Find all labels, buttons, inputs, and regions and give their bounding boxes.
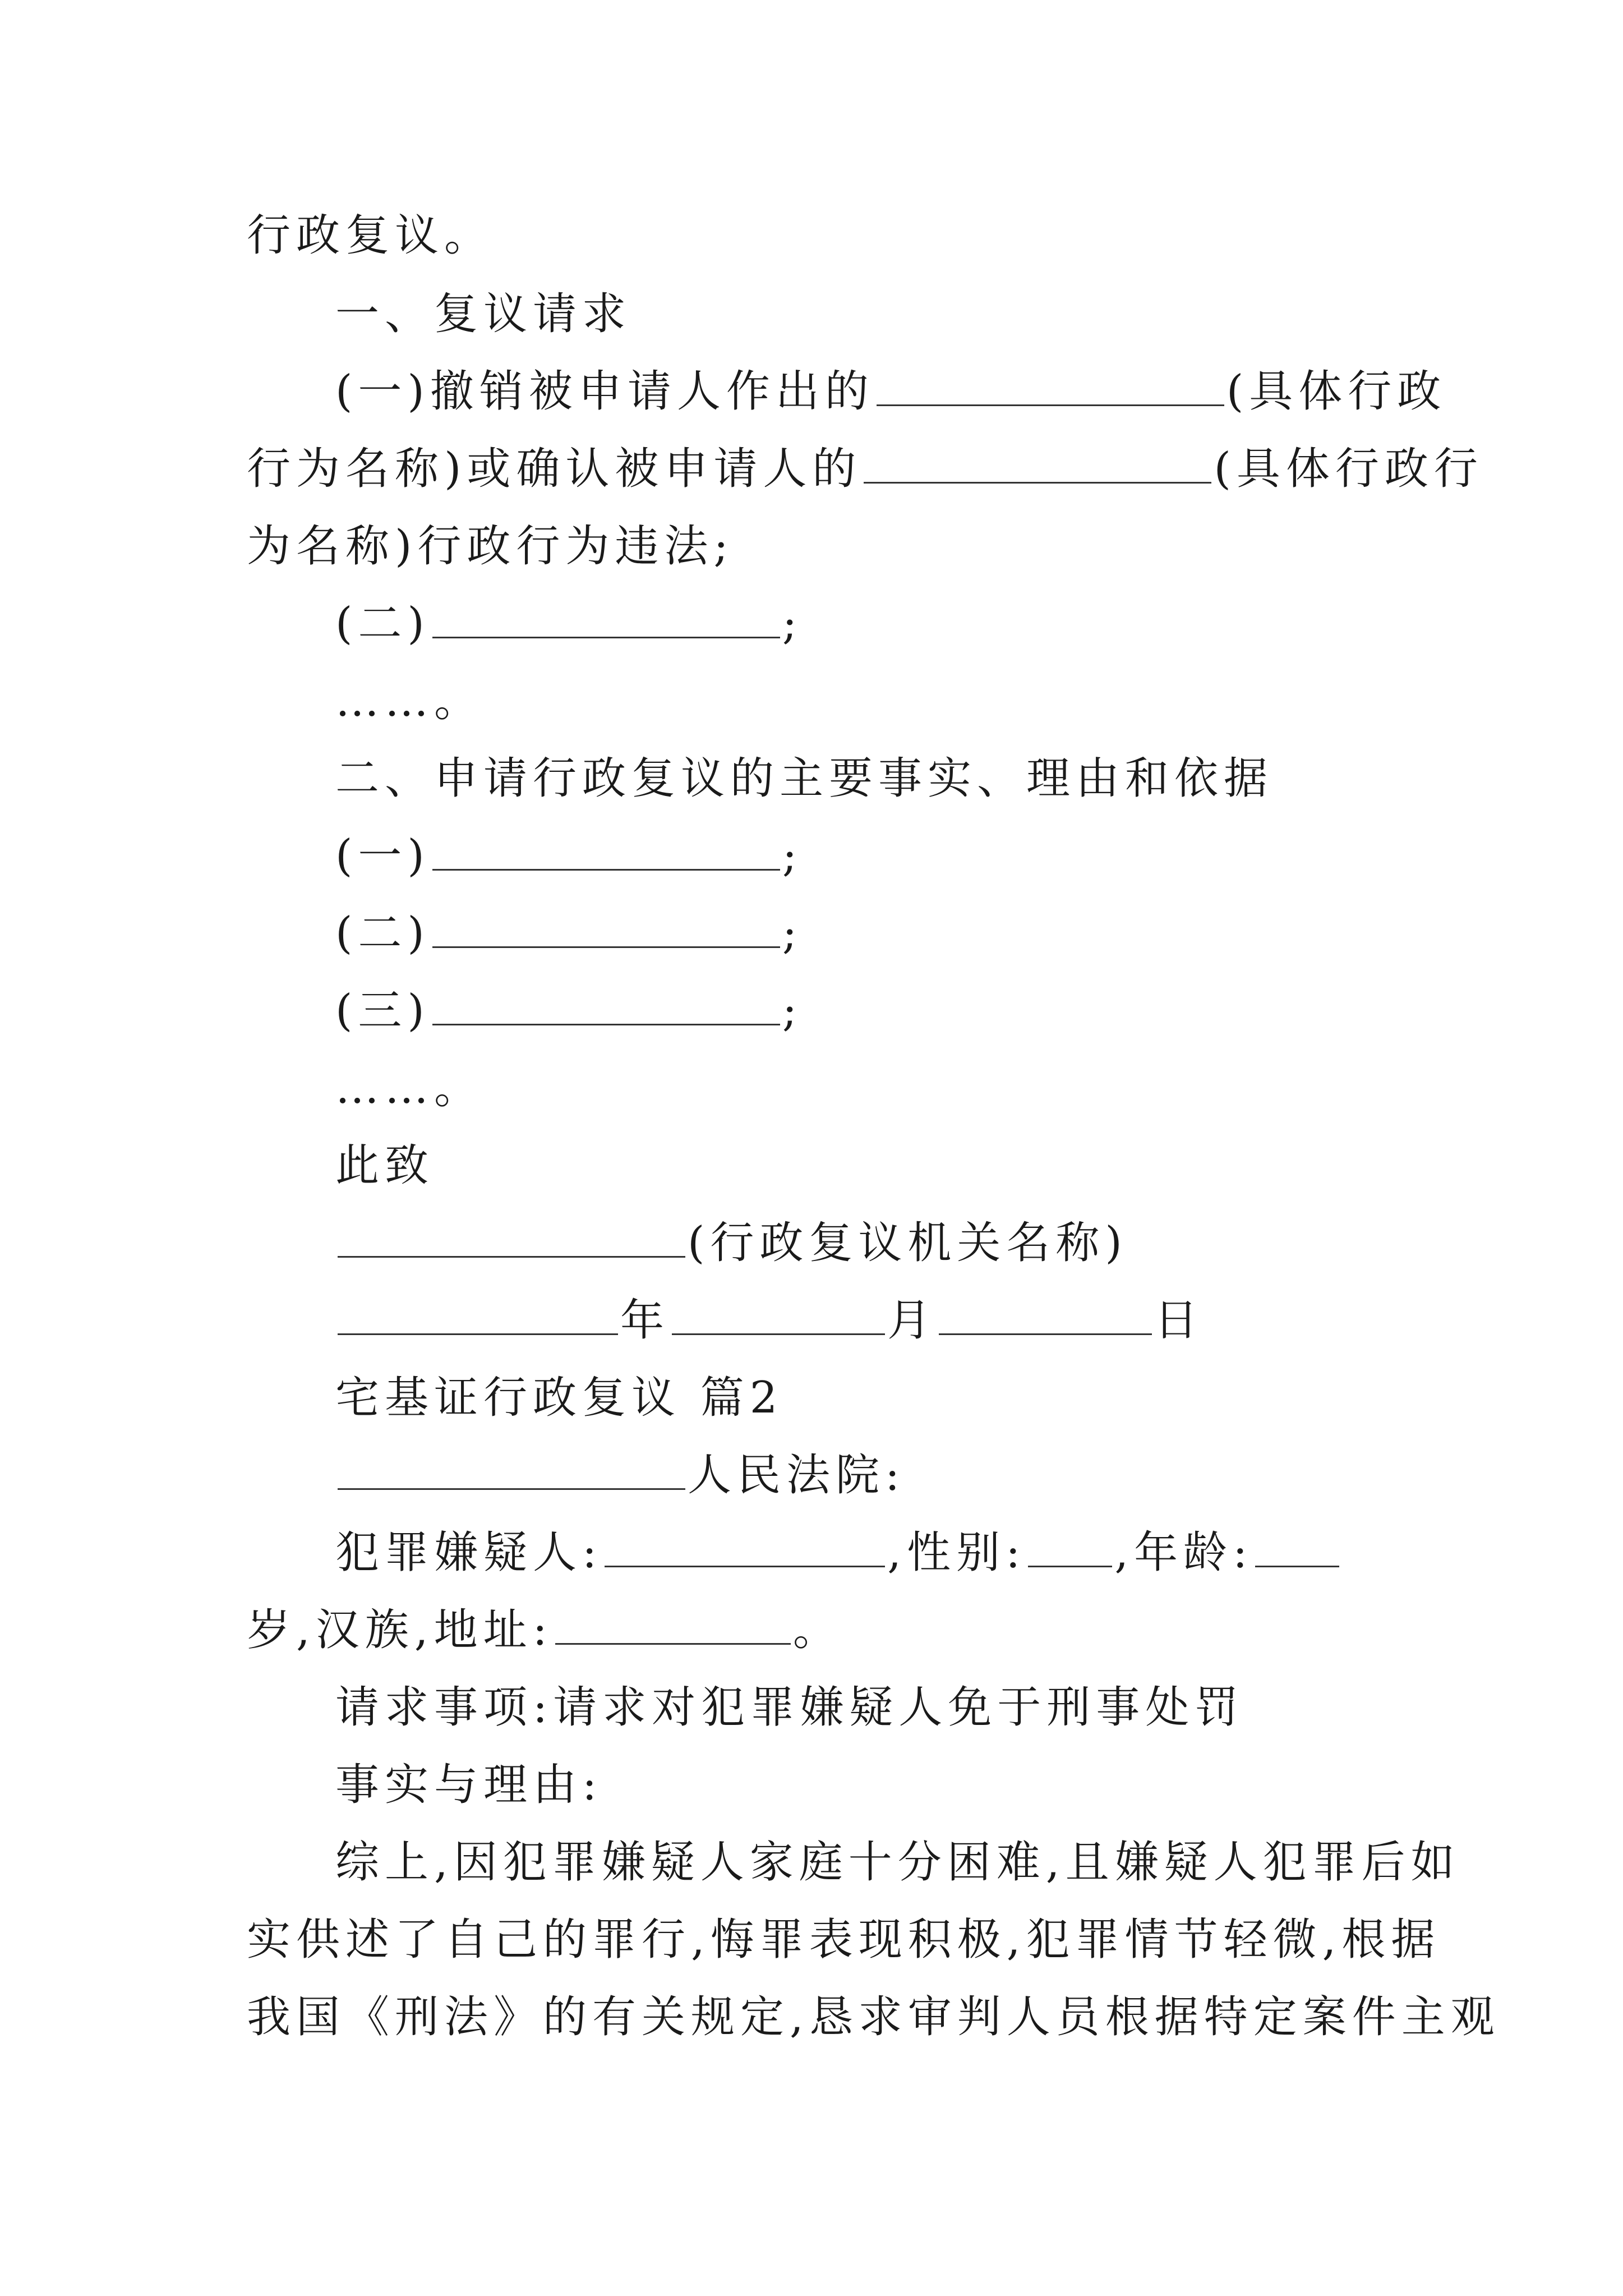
fill-in-blank[interactable] <box>432 983 780 1025</box>
fill-in-blank[interactable] <box>864 441 1211 484</box>
line-text: 岁,汉族,地址: <box>247 1605 553 1655</box>
ellipsis-line <box>335 1060 483 1116</box>
line-text: 月 <box>887 1295 937 1346</box>
line-text: (具体行政行 <box>1214 444 1483 494</box>
ellipsis-line <box>335 673 483 729</box>
fill-in-blank[interactable] <box>338 1216 685 1258</box>
line-text: (三) <box>335 986 430 1036</box>
request-item-1 <box>335 364 1446 420</box>
section-heading-requests <box>335 286 631 342</box>
line-text: (具体行政 <box>1226 366 1447 417</box>
fact-item-1 <box>335 828 803 884</box>
line-text: 综上,因犯罪嫌疑人家庭十分困难,且嫌疑人犯罪后如 <box>335 1837 1460 1888</box>
line-text: 事实与理由: <box>335 1760 603 1810</box>
gender-blank[interactable] <box>1028 1525 1112 1567</box>
age-blank[interactable] <box>1255 1525 1339 1567</box>
text-line <box>247 441 1483 497</box>
line-text: 二、申请行政复议的主要事实、理由和依据 <box>335 753 1274 804</box>
line-text: 行为名称)或确认被申请人的 <box>247 444 862 494</box>
body-paragraph-line <box>247 1989 1500 2045</box>
year-blank[interactable] <box>338 1293 618 1335</box>
line-text: ; <box>782 599 803 649</box>
line-text: 人民法院: <box>688 1450 906 1501</box>
body-paragraph-line <box>335 1834 1460 1890</box>
fill-in-blank[interactable] <box>338 1448 685 1490</box>
salutation <box>335 1138 434 1194</box>
fill-in-blank[interactable] <box>432 906 780 948</box>
request-matters <box>335 1680 1244 1736</box>
line-text: ……。 <box>335 676 484 726</box>
facts-heading <box>335 1757 602 1813</box>
name-blank[interactable] <box>605 1525 885 1567</box>
line-text: 行政复议。 <box>247 210 494 261</box>
month-blank[interactable] <box>672 1293 885 1335</box>
line-text: 一、复议请求 <box>335 289 632 339</box>
line-text: ; <box>782 831 803 881</box>
day-blank[interactable] <box>939 1293 1152 1335</box>
line-text: (一) <box>335 831 430 881</box>
body-paragraph-line <box>247 1912 1440 1968</box>
fact-item-3 <box>335 983 803 1039</box>
request-item-2 <box>335 596 803 652</box>
line-text: 日 <box>1154 1295 1204 1346</box>
text-line <box>247 518 734 574</box>
article-title <box>335 1370 783 1426</box>
recipient-line <box>335 1215 1128 1271</box>
line-text: ,年龄: <box>1114 1527 1253 1578</box>
line-text: 请求事项:请求对犯罪嫌疑人免于刑事处罚 <box>335 1682 1244 1733</box>
suspect-info-line <box>335 1525 1341 1581</box>
text-line <box>247 208 494 264</box>
line-text: 我国《刑法》的有关规定,恳求审判人员根据特定案件主观 <box>247 1992 1500 2042</box>
date-line <box>335 1292 1204 1349</box>
court-line <box>335 1447 905 1503</box>
line-text: ,性别: <box>887 1527 1026 1578</box>
suspect-info-line-2 <box>247 1602 842 1658</box>
line-text: ……。 <box>335 1063 484 1114</box>
line-text: (二) <box>335 599 430 649</box>
line-text: 宅基证行政复议 篇2 <box>335 1373 783 1423</box>
line-text: (行政复议机关名称) <box>688 1218 1128 1268</box>
address-blank[interactable] <box>555 1603 791 1645</box>
line-text: 犯罪嫌疑人: <box>335 1527 603 1578</box>
fill-in-blank[interactable] <box>432 829 780 871</box>
line-text: (二) <box>335 908 430 959</box>
line-text: 此致 <box>335 1140 435 1191</box>
line-text: 为名称)行政行为违法; <box>247 521 734 572</box>
line-text: ; <box>782 986 803 1036</box>
line-text: ; <box>782 908 803 959</box>
line-text: 年 <box>620 1295 670 1346</box>
fill-in-blank[interactable] <box>877 364 1224 406</box>
fill-in-blank[interactable] <box>432 596 780 638</box>
line-text: (一)撤销被申请人作出的 <box>335 366 874 417</box>
section-heading-facts <box>335 751 1273 807</box>
line-text: 实供述了自己的罪行,悔罪表现积极,犯罪情节轻微,根据 <box>247 1915 1441 1965</box>
fact-item-2 <box>335 905 803 961</box>
line-text: 。 <box>792 1605 842 1655</box>
